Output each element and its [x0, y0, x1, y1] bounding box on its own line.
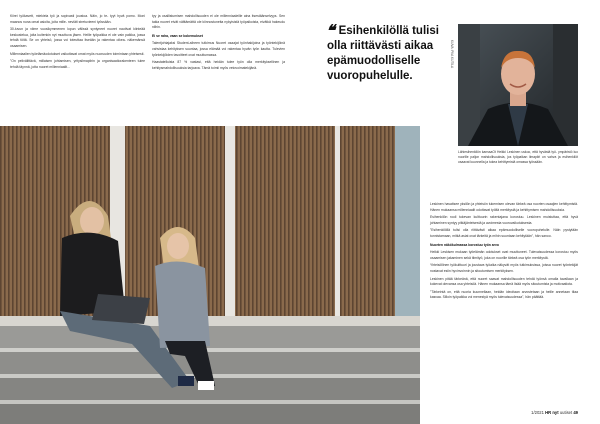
subheading: Ei se raha, vaan se kokemukset [152, 33, 203, 38]
main-photo [0, 126, 420, 424]
paragraph: Leskinen havaitsee yksilön ja yhteisön tukemisen olevan tärkeä osa nuorten osaajien kehittymistä. Hänen mukaansa millenniaalit odottavat työltä merkitystä ja kehittymisen mahdollisuuksia. [430, 202, 578, 212]
right-text-column [430, 202, 578, 303]
paragraph: Talentjohtajaksi Student-aiheen tutkimus Nuoret osaajat työnhakijoina ja työntekijöinä vahvistaa kehityksen suuntaa, jossa elämää voi rakentaa hyvän työn kautta. Tulevien työntekijöiden tavoitteet ovat muuttumassa. [152, 41, 285, 57]
paragraph: Yhteisöllinen työkulttuuri ja joustava työaika näkyvät myös tutkimuksissa, joissa nuoret työntekijät nostavat esiin hyvinvoinnin ja sitoutumisen merkityksen. [430, 263, 578, 273]
quote-mark-icon: ❝ [324, 23, 338, 40]
section-label: uutiset [559, 410, 573, 415]
photo-credit: KUVA: PIIA KUTILA [450, 40, 454, 69]
paragraph: "Esihenkilöllä tulisi olla riittävästi aikaa epämuodolliselle vuoropuhelulle. Näin pystytään tunnistamaan, mitkä asiat ovat tärkeitä ja mihin suuntaan kehitytään", hän sanoo. [430, 228, 578, 238]
paragraph: "Tärkeintä on, että nuoria kuunnellaan, heidän ideoitaan arvostetaan ja heille annetaan tilaa kasvaa. Silloin työpaikka voi menestyä myös tulevaisuudessa", hän päättää. [430, 289, 578, 300]
pull-quote-text: Esihenkilöllä tulisi olla riittävästi aikaa epämuodolliselle vuoropuhelulle. [327, 25, 439, 82]
page-footer [531, 410, 578, 415]
left-text-column [10, 14, 145, 72]
middle-text-column [152, 14, 285, 73]
paragraph: Heikki Leskisen mukaan työelämän odotukset ovat muuttuneet. Tulevaisuudessa korostuu myös osaamisen jakaminen sekä tiimityö, joka on nuorille tärkeä osa työn merkitystä. [430, 250, 578, 260]
paragraph: Leskinen pitää tärkeänä, että nuoret saavat mahdollisuuden tehdä työnsä omalla tavallaan ja kokevat olevansa osa yhteisöä. Hänen mukaansa tämä lisää myös sitoutumista ja motivaatiota. [430, 276, 578, 287]
paragraph: tyy ja osallistumisen mahdollisuuden ei ole millenniaaleille aina itsestäänselvyys. Sen takia nuoret eivät välttämättä ole kiinnostuneita nykyisistä työpaikoista, eivätkä hakeudu niihin. [152, 14, 285, 30]
paragraph: Haastatelluista 87 % vastasi, että heidän tulee työn olla merkityksellinen ja kehitysmahdollisuuksia tarjoava. Tämä toimii myös vetovoimatekijänä. [152, 60, 285, 70]
paragraph: 30-luvun ja viime vuosikymmenen lopun välissä syntyneet nuoret nautivat kiinteää keskustelua, joita kuitenkin nyt muuttuva jäsen. Heille työpaikka ei ole vain paikka, jossa tehdä töitä. Se on yhteisö, jossa voi toteuttaa itseään ja rakentaa oikea- näkemänsä osaamisen. [10, 27, 145, 48]
page-number: 49 [573, 410, 578, 415]
magazine-name: HR nyt [545, 410, 559, 415]
issue-number: 1/2021 [531, 410, 544, 415]
portrait-caption: Lähiesihenkilön kanssaOt Heikki Leskinen uskoo, että hyvästä työ- ympäristö luo nuorille paljon mahdollisuuksia, jos työpaikan ilmapiiri on vahva ja esihenkilöt osaavat kuunnella ja tukea kehittymistä omassa työssään. [458, 150, 578, 164]
portrait-photo [458, 24, 578, 146]
subheading: Nuorten näkökulmassa korostuu työn arvo [430, 242, 499, 247]
paragraph: Millenniaalien työelämäodotukset vaikuttavat omat myös nuoruuden toimintaan yhteisesti. [10, 51, 145, 56]
paragraph: Esihenkilön rooli tukevan kulttuurin rakentajana korostuu. Leskinen muistuttaa, että hyvä johtaminen syntyy pitkäjänteisestä ja avoimesta vuorovaikutuksesta. [430, 215, 578, 225]
pull-quote [324, 23, 452, 84]
paragraph: Kiirei työkavett, miekiela työ ja sopivasti joustoa. Näin, jo te- tyyt hyvä pomo. Moni maanos nuna omat asioita, joita mille- neviäti stretuvieeni työssään. [10, 14, 145, 24]
paragraph: "On pelivälittävä, millaisen johtamisen, yritysilmapiirin ja organisaatiorakenteen tulee tehdä täynnä, jotta nuoret millenniaalit... [10, 59, 145, 69]
